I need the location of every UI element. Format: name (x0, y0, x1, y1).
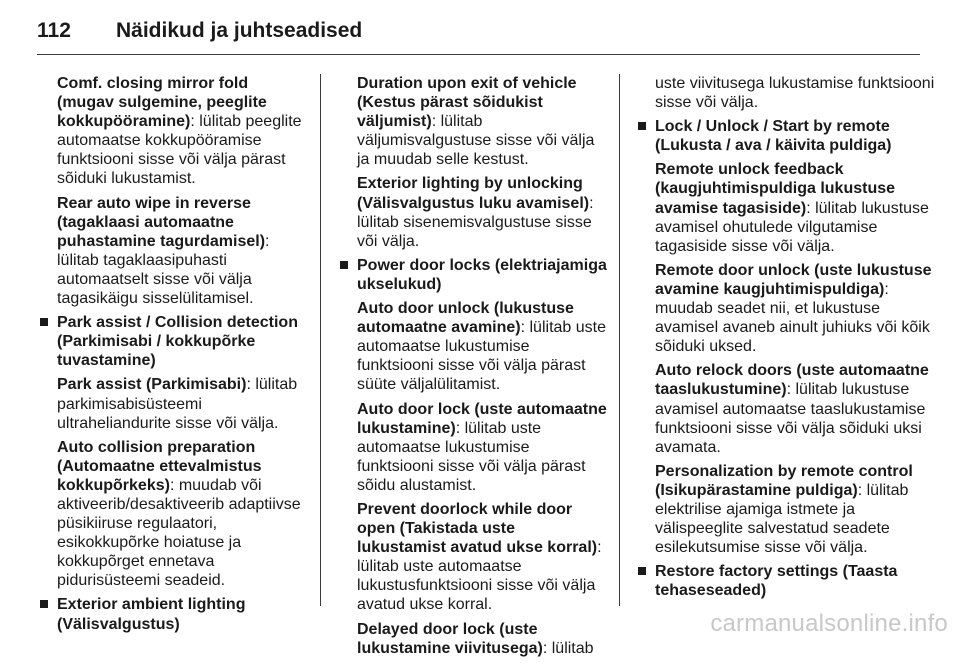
setting-entry (38, 375, 308, 432)
column-3 (636, 74, 936, 605)
bullet-heading (38, 595, 308, 633)
setting-entry (338, 500, 608, 615)
bullet-heading-text: Exterior ambient lighting (Välisvalgustus) (57, 596, 246, 633)
square-bullet-icon (638, 122, 646, 130)
setting-description: : lülitab uste automaatse lukustumise funktsiooni sisse või välja pärast sõidu alustamist. (357, 419, 586, 494)
setting-title: Auto collision preparation (Automaatne ettevalmistus kokkupõrkeks) (57, 438, 262, 494)
setting-entry (38, 438, 308, 591)
setting-title: Exterior lighting by unlocking (Välisvalgustus luku avamisel) (357, 175, 590, 212)
setting-description: : muudab seadet nii, et lukustuse avamisel avaneb ainult juhiuks või kõik sõiduki uksed. (655, 280, 930, 356)
setting-entry (636, 261, 936, 356)
setting-entry (338, 299, 608, 394)
square-bullet-icon (340, 261, 348, 269)
column-1 (38, 74, 308, 639)
setting-description: : lülitab peeglite automaatse kokkupööramise funktsiooni sisse või välja pärast sõiduki lukustamist. (57, 113, 302, 188)
bullet-heading-text: Restore factory settings (Taasta tehaseseaded) (655, 563, 898, 600)
setting-title: Auto door unlock (lukustuse automaatne avamine) (357, 300, 574, 337)
bullet-heading-text: Power door locks (elektriajamiga ukselukud) (357, 256, 607, 293)
setting-title: Park assist (Parkimisabi) (57, 376, 247, 394)
column-divider (320, 74, 321, 606)
setting-title: Auto door lock (uste automaatne lukustamine) (357, 400, 607, 437)
setting-title: Delayed door lock (uste lukustamine viivitusega) (357, 620, 543, 657)
page-title: Näidikud ja juhtseadised (116, 19, 363, 42)
setting-entry (636, 160, 936, 255)
setting-entry (338, 400, 608, 495)
setting-description: : lülitab lukustuse avamisel automaatse taaslukustamise funktsiooni sisse või välja sõiduki uksi avamata. (655, 381, 926, 456)
setting-description: : lülitab elektrilise ajamiga istmete ja välispeeglite salvestatud seadete esilekutsumise sisse või välja. (655, 481, 909, 557)
setting-entry (338, 74, 608, 169)
setting-description: : lülitab tagaklaasipuhasti automaatselt sisse või välja tagasikäigu sisselülitamisel. (57, 232, 270, 308)
setting-title: Duration upon exit of vehicle (Kestus pärast sõidukist väljumist) (357, 75, 577, 131)
square-bullet-icon (638, 567, 646, 575)
setting-description: : lülitab lukustuse avamisel ohutulede vilgutamise tagasiside sisse või välja. (655, 199, 929, 255)
setting-entry (38, 194, 308, 309)
page-header (37, 15, 920, 55)
square-bullet-icon (40, 600, 48, 608)
setting-title: Comf. closing mirror fold (mugav sulgemine, peeglite kokkupööramine) (57, 75, 267, 131)
bullet-heading (636, 562, 936, 600)
setting-entry (636, 361, 936, 456)
setting-entry (338, 620, 608, 658)
setting-title: Rear auto wipe in reverse (tagaklaasi automaatne puhastamine tagurdamisel) (57, 194, 266, 250)
setting-title: Auto relock doors (uste automaatne taaslukustumine) (655, 362, 929, 399)
setting-description: : lülitab väljumisvalgustuse sisse või välja ja muudab selle kestust. (357, 113, 595, 169)
bullet-heading-text: Lock / Unlock / Start by remote (Lukusta / ava / käivita puldiga) (655, 118, 892, 155)
column-divider (619, 74, 620, 606)
setting-description: : lülitab parkimisabisüsteemi ultraheliandurite sisse või välja. (57, 376, 298, 432)
setting-description: : lülitab uste automaatse lukustumise funktsiooni sisse või välja pärast süüte väljalülitamist. (357, 319, 606, 394)
setting-title: Remote door unlock (uste lukustuse avamine kaugjuhtimispuldiga) (655, 261, 932, 298)
setting-title: Prevent doorlock while door open (Takistada uste lukustamist avatud ukse korral) (357, 500, 598, 557)
setting-description: : lülitab (542, 639, 594, 657)
bullet-heading-text: Park assist / Collision detection (Parkimisabi / kokkupõrke tuvastamine) (57, 314, 298, 370)
setting-entry (38, 74, 308, 189)
bullet-heading (38, 313, 308, 370)
bullet-heading (338, 256, 608, 294)
setting-title: Remote unlock feedback (kaugjuhtimispuldiga lukustuse avamise tagasiside) (655, 161, 896, 217)
page-number: 112 (37, 19, 71, 42)
square-bullet-icon (40, 318, 48, 326)
column-2 (338, 74, 608, 663)
setting-entry (636, 462, 936, 557)
continued-text: uste viivitusega lukustamise funktsiooni sisse või välja. (655, 75, 935, 112)
setting-description: : muudab või aktiveerib/desaktiveerib adaptiivse püsikiiruse regulaatori, esikokkupõrke hoiatuse ja kokkupõrget ennetava pidurisüsteemi seadeid. (57, 476, 301, 590)
setting-entry (338, 174, 608, 250)
setting-description: : lülitab uste automaatse lukustusfunktsiooni sisse või välja avatud ukse korral. (357, 539, 602, 614)
watermark: carmanualsonline.info (710, 610, 948, 637)
setting-title: Personalization by remote control (Isikupärastamine puldiga) (655, 462, 913, 499)
bullet-heading (636, 117, 936, 155)
setting-description: : lülitab sisenemisvalgustuse sisse või välja. (357, 194, 594, 250)
